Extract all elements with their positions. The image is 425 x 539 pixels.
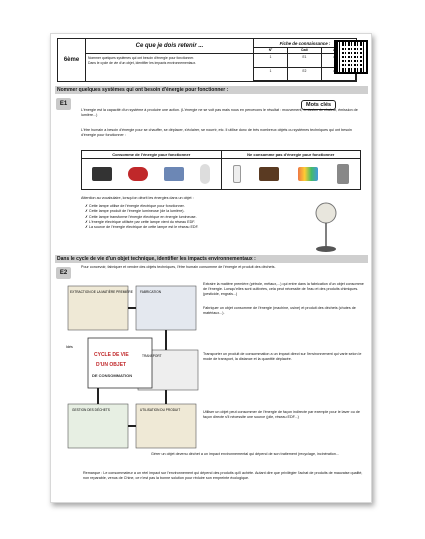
section1-badge: E1 [56,98,71,110]
fiche-cell-value: 1 [254,54,288,67]
fiche-cell-value: 1 [254,68,288,81]
life-cycle-illustration [66,280,201,480]
fiche-cell-value: E1 [288,54,322,67]
section1-heading: Nommer quelques systèmes qui ont besoin d'énergie pour fonctionner : [55,86,368,94]
energy-table [81,150,361,190]
cycle-title: D'UN OBJET [96,362,127,368]
no-energy-column [222,151,361,189]
oven-icon [92,167,112,181]
list-item: ✗ L'énergie électrique utilisée par cette lampe vient du réseau EDF. [85,220,198,225]
vocabulary-list [85,204,198,230]
step-label: UTILISATION DU PRODUIT [140,408,181,412]
qr-code-icon [334,40,368,74]
no-energy-header: Ne consomme pas d'énergie pour fonctionner [222,151,361,159]
fiche-col: Cadi [288,48,322,53]
keywords-label: Mots clés [301,100,336,110]
consumes-column [82,151,222,189]
ides-label: Idés [66,345,73,349]
fiche-title: Fiche de connaissance : [254,39,356,48]
fiche-cell-value: E2 [288,68,322,81]
step-fabricate-text: Fabriquer un objet consomme de l'énergie (machine, usine) et produit des déchets (chutes de matériaux...). [203,306,356,316]
step-use-text: Utiliser un objet peut consommer de l'énergie de façon indirecte par exemple pour le laver ou de façon directe s'il nécessite une source (pile, réseau EDF...) [203,410,360,420]
page-title: Ce que je dois retenir ... [86,39,253,54]
step-label: EXTRACTION DE LA MATIÈRE PREMIÈRE [70,290,133,294]
worksheet-page [50,33,372,503]
laptop-icon [164,167,184,181]
step-transport-text: Transporter un produit de consommation a un impact direct sur l'environnement qui varie selon le mode de transport, la distance et la quantité déplacée. [203,352,362,362]
step-label: TRANSPORT [142,354,162,358]
cycle-title: DE CONSOMMATION [92,373,133,378]
fiche-col: N° [254,48,288,53]
list-item: ✗ Cette lampe utilise de l'énergie électrique pour fonctionner. [85,204,198,209]
pencils-icon [298,167,318,181]
section2-badge: E2 [56,267,71,279]
step-label: FABRICATION [140,290,162,294]
section2-intro: Pour concevoir, fabriquer et vendre des objets techniques, l'être humain consomme de l'énergie et produit des déchets. [81,265,276,269]
glass-icon [233,165,241,183]
step-extract-text: Extraire la matière première (pétrole, métaux,...) qui entre dans la fabrication d'un objet consomme de l'énergie. Lorsqu'elles sont cultivées, cela peut nécessite de l'eau et des produits chimiques. (pesticide, engrais...) [203,282,364,297]
list-item: ✗ La source de l'énergie électrique de cette lampe est le réseau EDF. [85,225,198,230]
list-item: ✗ Cette lampe transforme l'énergie électrique en énergie lumineuse. [85,215,198,220]
car-icon [128,167,148,181]
table-icon [259,167,279,181]
remark-text: Remarque : Le consommateur a un réel impact sur l'environnement qui dépend des produits qu'il achète. Autant dire que privilégier l'achat de produits de mauvaise qualité, non reparable, venus de Chine, ce n'est pas la bonne solution pour réduire son empreinte écologique. [83,471,363,481]
title-cell [86,39,254,81]
section2-heading: Dans le cycle de vie d'un objet technique, identifier les impacts environnementaux : [55,255,368,263]
robot-icon [200,164,210,184]
objective-1: Nommer quelques systèmes qui ont besoin d'énergie pour fonctionner. [88,56,195,60]
step-label: GESTION DES DÉCHETS [72,408,110,412]
objective-2: Dans le cycle de vie d'un objet, identifier les impacts environnementaux. [88,61,197,65]
list-item: ✗ Cette lampe produit de l'énergie lumineuse (de la lumière). [85,209,198,214]
level-cell: 6ème [58,39,86,81]
header-table [57,38,357,82]
cycle-title: CYCLE DE VIE [94,352,129,358]
attention-text: Attention au vocabulaire, lorsqu'on décrit les énergies dans un objet : [81,196,194,200]
energy-definition: L'énergie est la capacité d'un système à produire une action. (L'énergie ne se voit pas mais nous en percevons le résultat : mouvement, émission de chaleur, émission de lumière...) [81,108,358,118]
shelf-icon [337,164,349,184]
consumes-header: Consomme de l'énergie pour fonctionner [82,151,221,159]
step-manage-text: Gérer un objet devenu déchet a un impact environnemental qui dépend de son traitement (recyclage, incinération... [151,452,339,456]
lamp-icon [306,199,346,254]
objectives [86,54,253,68]
human-needs-text: L'être humain a besoin d'énergie pour se chauffer, se déplacer, s'éclairer, se nourrir, etc. Il utilise donc de très nombreux objets ou systèmes techniques qui ont besoin d'énergie pour fonctionner : [81,128,352,138]
